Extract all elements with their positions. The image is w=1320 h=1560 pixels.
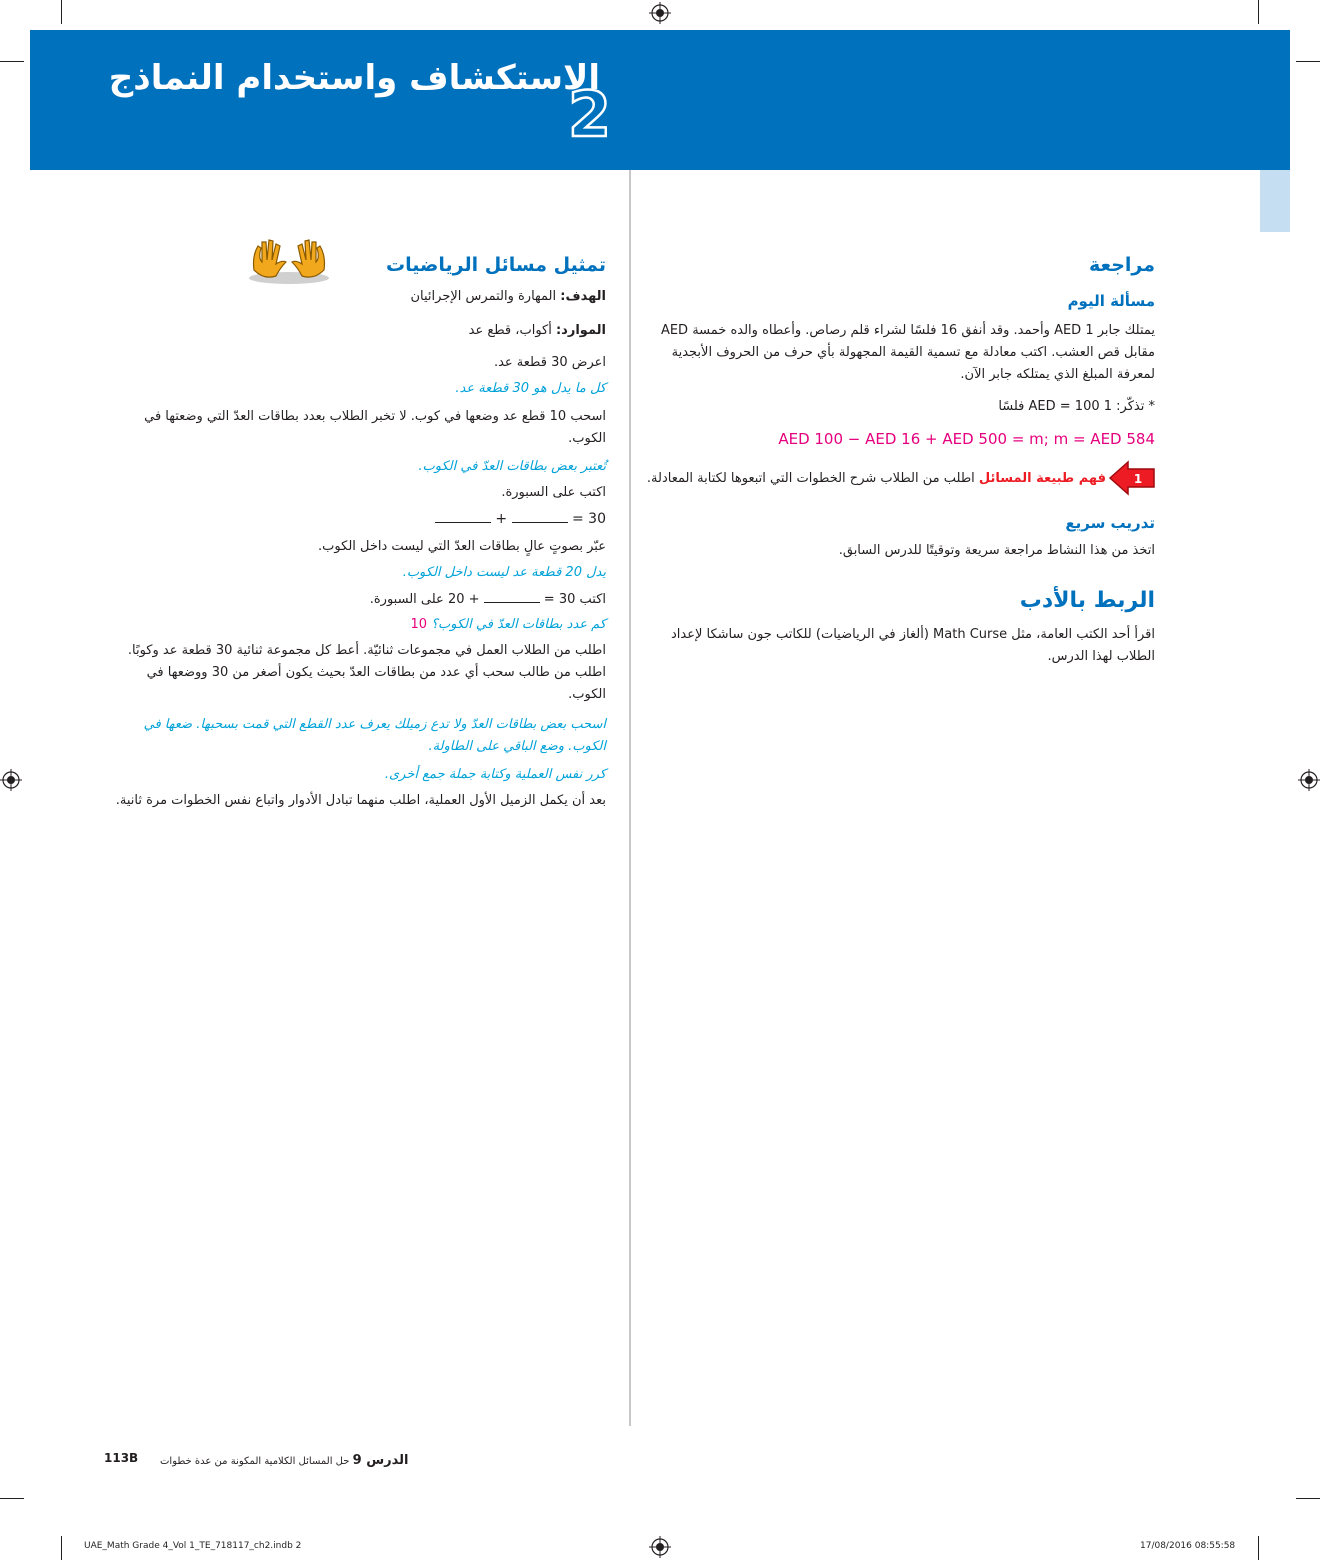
quick-practice-heading: تدريب سريع [1065,514,1155,532]
step-4-answer: يدل 20 قطعة عد ليست داخل الكوب. [402,565,606,580]
review-heading: مراجعة [1088,254,1155,276]
quick-practice-text: اتخذ من هذا النشاط مراجعة سريعة وتوقيتًا للدرس السابق. [838,543,1155,558]
arrow-note: فهم طبيعة المسائل اطلب من الطلاب شرح الخطوات التي اتبعوها لكتابة المعادلة. [646,471,1106,486]
crop-mark [61,0,62,24]
step-6: اطلب من الطلاب العمل في مجموعات ثنائيّة. أعط كل مجموعة ثنائية 30 قطعة عد وكوبًا. اطلب من طالب سحب أي عدد من بطاقات العدّ بحيث يكون أصغر من 30 ووضعها في الكوب. [127,643,606,702]
chapter-number: 2 [568,78,612,151]
slug-file: UAE_Math Grade 4_Vol 1_TE_718117_ch2.indb 2 [84,1541,302,1551]
registration-mark-icon [649,1536,671,1558]
step-1-answer: كل ما يدل هو 30 قطعة عد. [455,381,606,396]
side-tab [1260,170,1290,232]
step-3: اكتب على السبورة. [501,485,606,500]
crop-mark [1258,0,1259,24]
registration-mark-icon [0,769,22,791]
goal-line: الهدف: المهارة والتمرس الإجرائيان [410,289,606,304]
problem-text: يمتلك جابر 1 AED وأحمد. وقد أنفق 16 فلسًا لشراء قلم رصاص. وأعطاه والده خمسة AED مقابل قص العشب. اكتب معادلة مع تسمية القيمة المجهولة بأي حرف من الحروف الأبجدية لمعرفة المبلغ الذي يمتلكه جابر الآن. [660,323,1155,382]
literature-text: اقرأ أحد الكتب العامة، مثل Math Curse (ألغاز في الرياضيات) للكاتب جون ساشكا لإعداد الطلاب لهذا الدرس. [670,627,1155,664]
column-divider [629,170,631,1426]
arrow-number: 1 [1133,472,1143,486]
step-5: اكتب 30 = + 20 على السبورة. [106,588,606,611]
step-4: عبّر بصوتٍ عالٍ بطاقات العدّ التي ليست داخل الكوب. [318,539,606,554]
equation-blank: + = 30 [106,508,606,530]
crop-mark [1296,1498,1320,1499]
crop-mark [1258,1536,1259,1560]
reminder-note: * تذكّر: 1 AED = 100 فلسًا [998,399,1155,414]
step-7-answer: كرر نفس العملية وكتابة جملة جمع أخرى. [384,767,606,782]
step-6-answer: اسحب بعض بطاقات العدّ ولا تدع زميلك يعرف عدد القطع التي قمت بسحبها. ضعها في الكوب. وضع الباقي على الطاولة. [143,717,606,754]
section-title: تمثيل مسائل الرياضيات [386,254,606,276]
literature-heading: الربط بالأدب [1019,588,1155,613]
registration-mark-icon [649,2,671,24]
crop-mark [61,1536,62,1560]
registration-mark-icon [1298,769,1320,791]
arrow-badge-icon [1108,460,1156,496]
step-5-answer: كم عدد بطاقات العدّ في الكوب؟ 10 [410,617,606,632]
tools-line: الموارد: أكواب، قطع عد [468,323,606,338]
crop-mark [0,61,24,62]
step-2: اسحب 10 قطع عد وضعها في كوب. لا تخبر الطلاب بعدد بطاقات العدّ التي وضعتها في الكوب. [144,409,606,446]
step-8: بعد أن يكمل الزميل الأول العملية، اطلب منهما تبادل الأدوار واتباع نفس الخطوات مرة ثانية. [115,793,606,808]
lesson-footer: الدرس 9 حل المسائل الكلامية المكونة من عدة خطوات [160,1453,409,1468]
crop-mark [1296,61,1320,62]
chapter-title: الاستكشاف واستخدام النماذج [108,58,600,98]
slug-timestamp: 17/08/2016 08:55:58 [1140,1541,1236,1551]
chapter-banner [30,30,1290,170]
problem-of-day-heading: مسألة اليوم [1067,292,1155,310]
step-1: اعرض 30 قطعة عد. [493,355,606,370]
page-number: 113B [104,1451,139,1465]
crop-mark [0,1498,24,1499]
equation: AED 100 − AED 16 + AED 500 = m; m = AED 584 [778,430,1155,448]
step-2-answer: تُعتبر بعض بطاقات العدّ في الكوب. [418,459,606,474]
